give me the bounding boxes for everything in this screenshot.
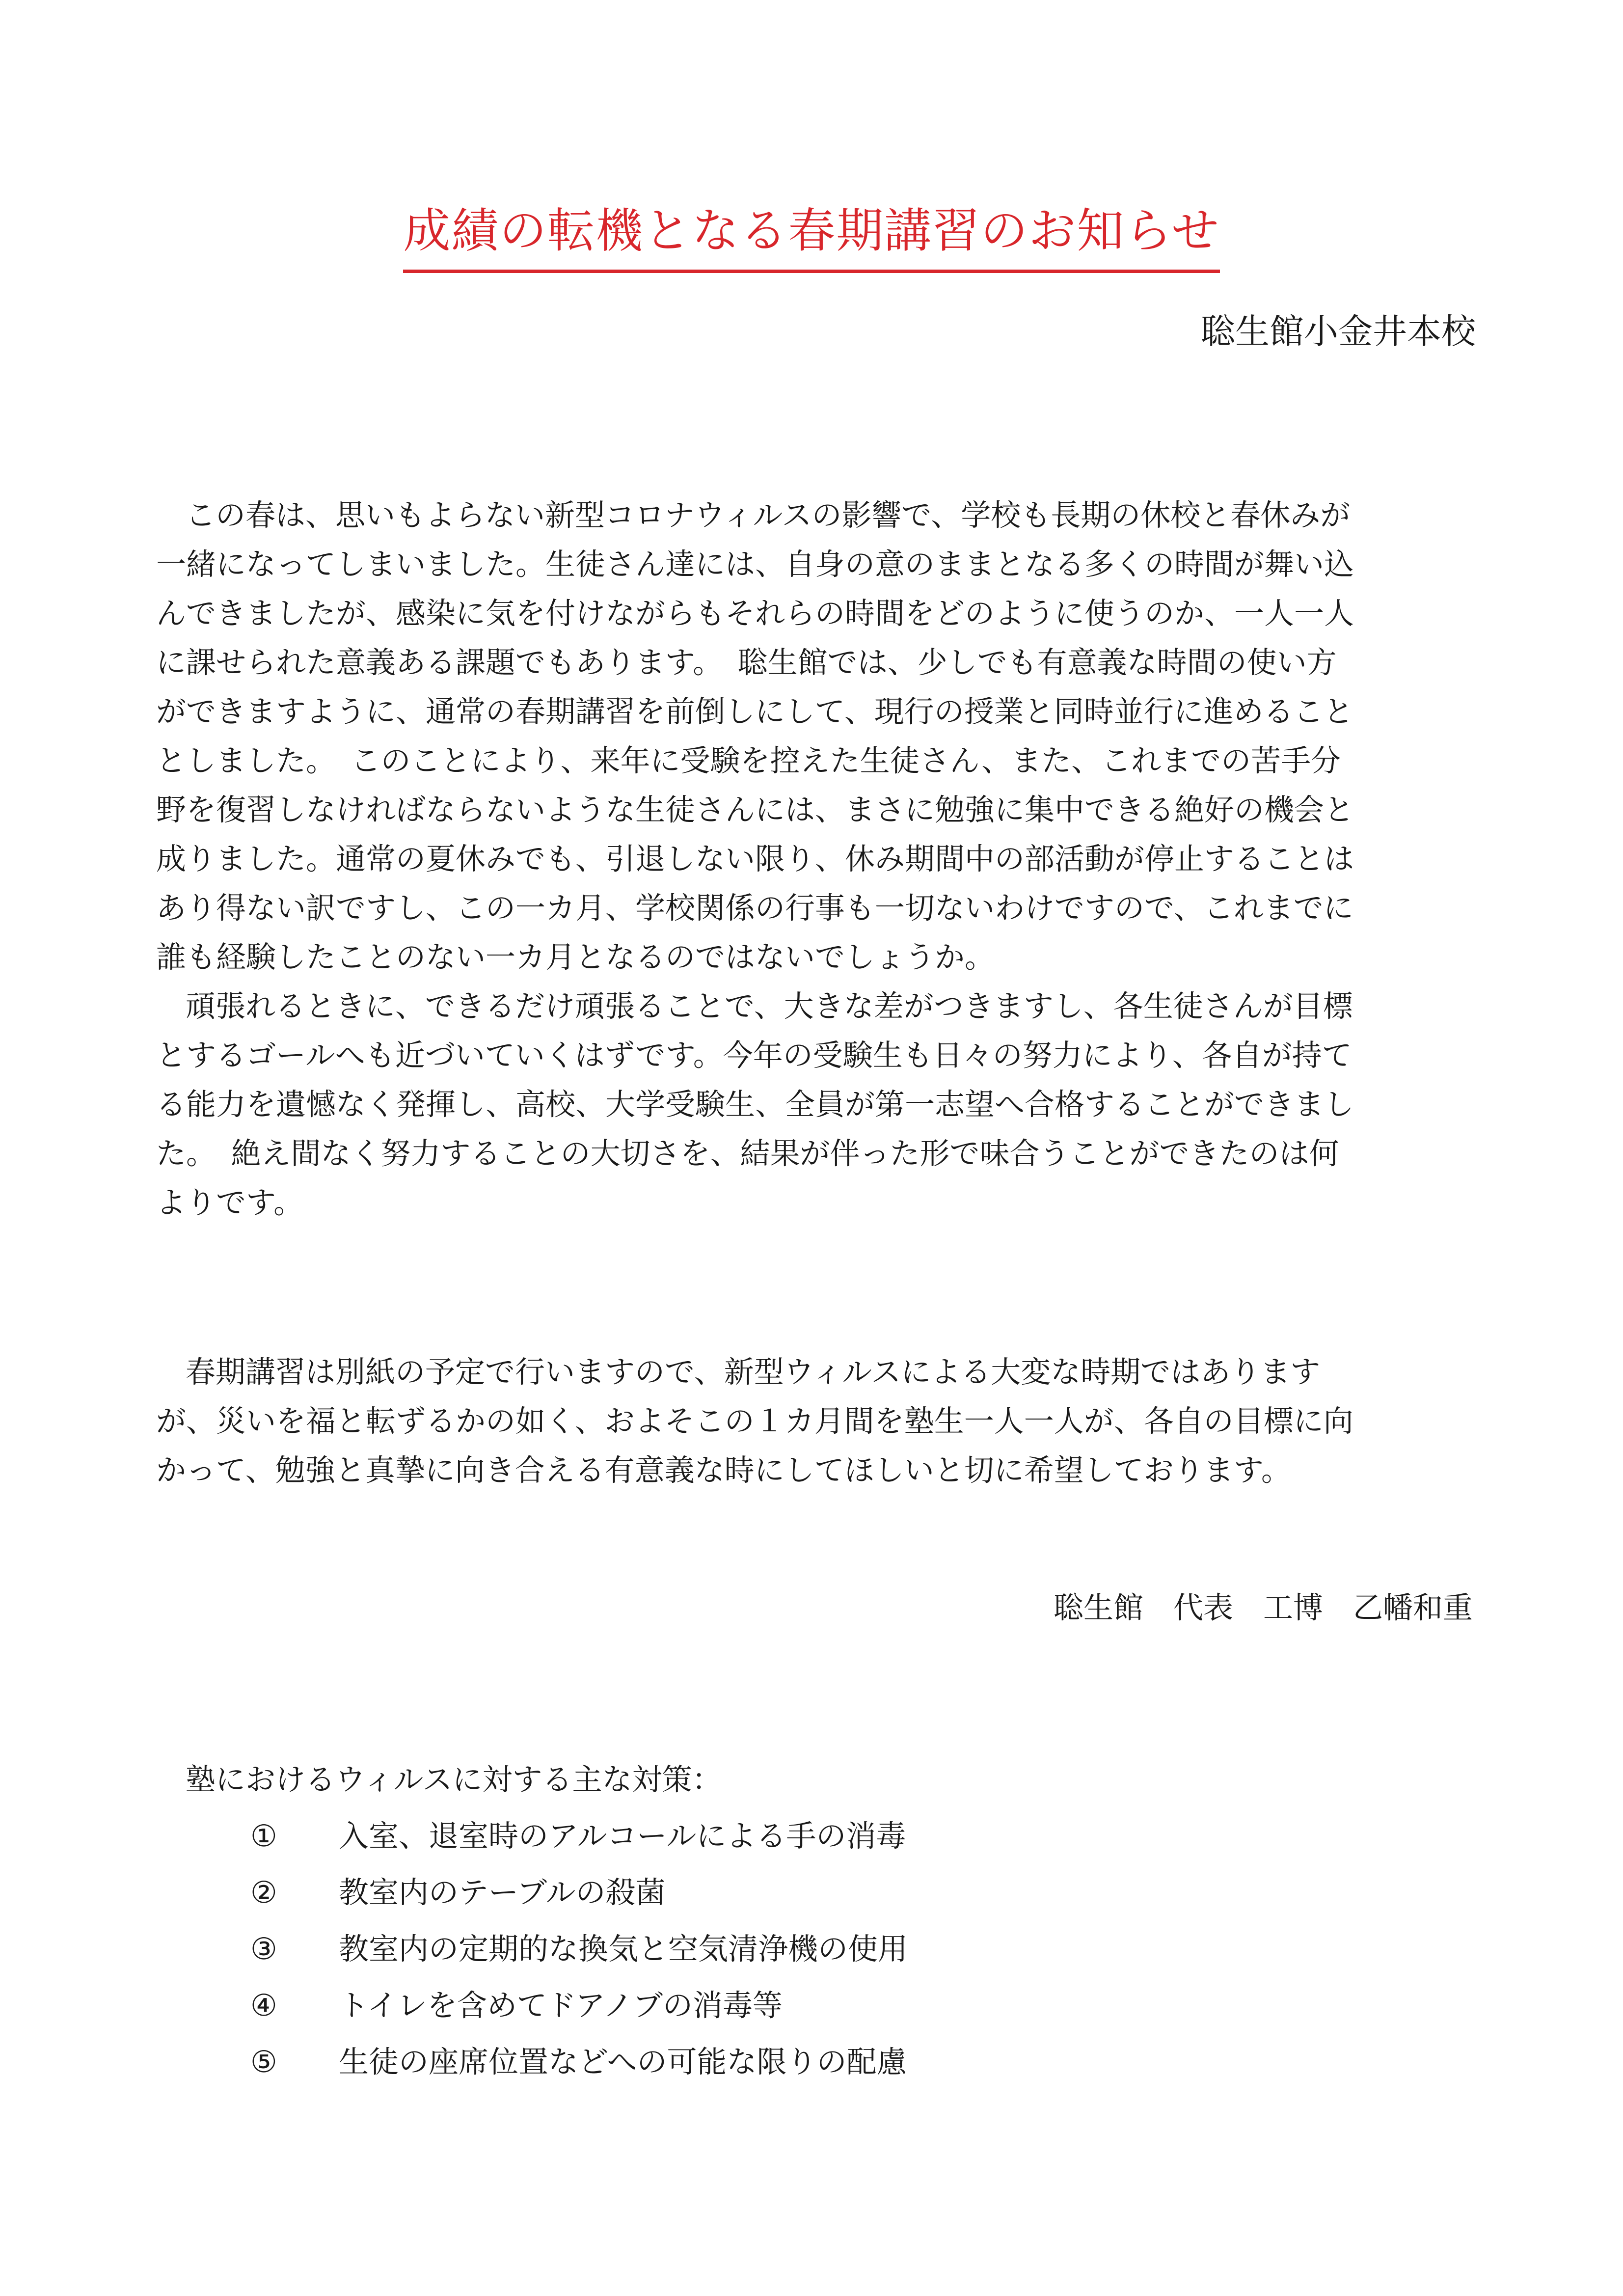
- paragraph1-line: に課せられた意義ある課題でもあります。 聡生館では、少しでも有意義な時間の使い方: [156, 645, 1337, 680]
- school-name: 聡生館小金井本校: [1201, 311, 1476, 352]
- paragraph1-line: としました。 このことにより、来年に受験を控えた生徒さん、また、これまでの苦手分: [156, 743, 1341, 778]
- paragraph1-line: 成りました。通常の夏休みでも、引退しない限り、休み期間中の部活動が停止することは: [156, 842, 1354, 876]
- paragraph2-line: よりです。: [156, 1185, 304, 1220]
- measure-number: ④: [250, 1988, 277, 2023]
- measure-number: ⑤: [250, 2045, 277, 2079]
- notice-title: 成績の転機となる春期講習のお知らせ: [403, 199, 1219, 273]
- paragraph3-line: 春期講習は別紙の予定で行いますので、新型ウィルスによる大変な時期ではあります: [186, 1355, 1321, 1390]
- measure-item: [250, 1925, 908, 1974]
- measure-item: [250, 2038, 907, 2087]
- paragraph1-line: んできましたが、感染に気を付けながらもそれらの時間をどのように使うのか、一人一人: [156, 596, 1354, 631]
- measure-text: 教室内の定期的な換気と空気清浄機の使用: [339, 1932, 908, 1967]
- paragraph1-line: 野を復習しなければならないような生徒さんには、まさに勉強に集中できる絶好の機会と: [156, 793, 1354, 827]
- paragraph2-line: 頑張れるときに、できるだけ頑張ることで、大きな差がつきますし、各生徒さんが目標: [186, 989, 1353, 1024]
- paragraph2-line: る能力を遺憾なく発揮し、高校、大学受験生、全員が第一志望へ合格することができまし: [156, 1087, 1354, 1122]
- paragraph1-line: ができますように、通常の春期講習を前倒しにして、現行の授業と同時並行に進めること: [156, 694, 1353, 729]
- measure-text: 入室、退室時のアルコールによる手の消毒: [339, 1819, 906, 1854]
- measure-text: トイレを含めてドアノブの消毒等: [339, 1988, 783, 2023]
- paragraph3-line: かって、勉強と真摯に向き合える有意義な時にしてほしいと切に希望しております。: [156, 1453, 1291, 1488]
- paragraph1-line: 誰も経験したことのない一カ月となるのではないでしょうか。: [156, 940, 995, 975]
- measure-number: ②: [250, 1875, 277, 1910]
- measure-number: ①: [250, 1819, 277, 1854]
- measure-number: ③: [250, 1932, 277, 1967]
- paragraph3-line: が、災いを福と転ずるかの如く、およそこの１カ月間を塾生一人一人が、各自の目標に向: [156, 1404, 1353, 1439]
- measure-item: [250, 1812, 906, 1861]
- notice-title-block: [0, 199, 1623, 273]
- measure-text: 生徒の座席位置などへの可能な限りの配慮: [339, 2045, 907, 2079]
- signature: 聡生館 代表 工博 乙幡和重: [1053, 1590, 1473, 1625]
- measures-heading: 塾におけるウィルスに対する主な対策：: [186, 1762, 722, 1797]
- paragraph1-line: あり得ない訳ですし、この一カ月、学校関係の行事も一切ないわけですので、これまでに: [156, 891, 1353, 926]
- paragraph2-line: た。 絶え間なく努力することの大切さを、結果が伴った形で味合うことができたのは何: [156, 1136, 1339, 1171]
- paragraph1-line: 一緒になってしまいました。生徒さん達には、自身の意のままとなる多くの時間が舞い込: [156, 547, 1354, 582]
- measure-item: [250, 1981, 783, 2030]
- measure-text: 教室内のテーブルの殺菌: [339, 1875, 666, 1910]
- paragraph2-line: とするゴールへも近づいていくはずです。今年の受験生も日々の努力により、各自が持て: [156, 1038, 1352, 1073]
- measure-item: [250, 1868, 666, 1917]
- paragraph1-line: この春は、思いもよらない新型コロナウィルスの影響で、学校も長期の休校と春休みが: [186, 498, 1351, 533]
